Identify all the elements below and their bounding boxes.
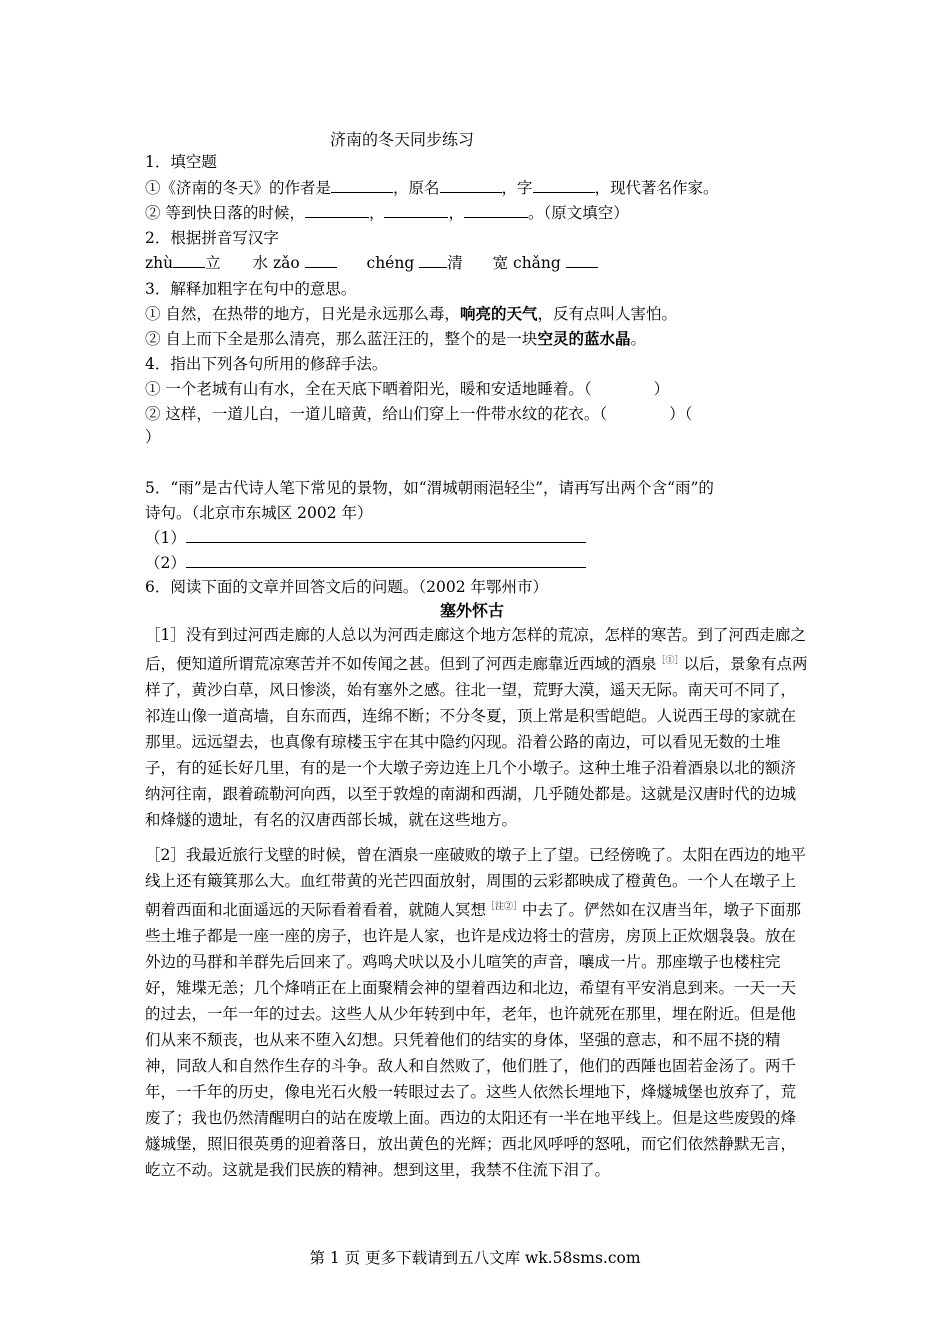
q1-line-2-text-b: ， — [368, 204, 385, 222]
q1-heading: 1．填空题 — [145, 153, 217, 171]
answer-blank[interactable] — [440, 178, 502, 193]
pinyin-4: 宽 chǎng — [492, 254, 561, 272]
footnote-marker: ［注②］ — [486, 902, 523, 912]
q1-line-1 — [145, 178, 719, 198]
page-footer: 第 1 页 更多下载请到五八文库 wk.58sms.com — [309, 1249, 641, 1267]
answer-blank[interactable] — [305, 203, 369, 218]
q1-line-1-text-c: ，字 — [501, 179, 533, 197]
answer-blank[interactable] — [566, 253, 598, 268]
q5-answer-1-label: （1） — [145, 529, 186, 547]
answer-blank[interactable] — [186, 528, 586, 543]
footnote-marker: ［①］ — [656, 656, 684, 666]
q3-line-1 — [145, 304, 677, 324]
q4-line-1: ① 一个老城有山有水，全在天底下晒着阳光，暖和安适地睡着。（ ） — [145, 380, 670, 398]
answer-blank[interactable] — [464, 203, 528, 218]
q4-line-3: ） — [145, 428, 161, 446]
q3-line-1-text-b: ，反有点叫人害怕。 — [537, 305, 677, 323]
page-title: 济南的冬天同步练习 — [330, 130, 475, 149]
essay-p2-text-b: 中去了。俨然如在汉唐当年，墩子下面那些土堆子都是一座一座的房子，也许是人家，也许是戍边将士的营房，房顶上正炊烟袅袅。放在外边的马群和羊群先后回来了。鸡鸣犬吠以及小儿喧笑的声音，嚷成一片。那座墩子也楼柱完好，雉堞无恙；几个烽哨正在上面聚精会神的望着西边和北边，希望有平安消息到来。一天一天的过去，一年一年的过去。这些人从少年转到中年，老年，也许就死在那里，埋在附近。但是他们从来不颓丧，也从来不堕入幻想。只凭着他们的结实的身体，坚强的意志，和不屈不挠的精神，同敌人和自然作生存的斗争。敌人和自然败了，他们胜了，他们的西陲也固若金汤了。两千年，一千年的历史，像电光石火般一转眼过去了。这些人依然长埋地下，烽燧城堡也放弃了，荒废了；我也仍然清醒明白的站在废墩上面。西边的太阳还有一半在地平线上。但是这些废毁的烽燧城堡，照旧很英勇的迎着落日，放出黄色的光辉；西北风呼呼的怒吼，而它们依然静默无言，屹立不动。这就是我们民族的精神。想到这里，我禁不住流下泪了。 — [145, 901, 802, 1180]
q5-answer-1 — [145, 528, 586, 548]
q3-line-1-bold: 响亮的天气 — [459, 304, 538, 323]
pinyin-3: chéng — [366, 254, 415, 272]
answer-blank[interactable] — [419, 253, 447, 268]
q5-line-2: 诗句。（北京市东城区 2002 年） — [145, 504, 373, 522]
q3-heading: 3．解释加粗字在句中的意思。 — [145, 280, 357, 298]
q1-line-2-text-c: ， — [448, 204, 464, 222]
q1-line-1-text-a: ①《济南的冬天》的作者是 — [145, 179, 332, 197]
q1-line-2-text-a: ② 等到快日落的时候， — [145, 204, 305, 222]
q5-answer-2 — [145, 553, 586, 573]
q3-line-1-text-a: ① 自然，在热带的地方，日光是永远那么毒， — [145, 305, 460, 323]
answer-blank[interactable] — [331, 178, 393, 193]
pinyin-1: zhù — [145, 254, 174, 272]
q4-heading: 4．指出下列各句所用的修辞手法。 — [145, 355, 388, 373]
q4-line-2: ② 这样，一道儿白，一道儿暗黄，给山们穿上一件带水纹的花衣。（ ）（ — [145, 405, 693, 423]
q3-line-2-bold: 空灵的蓝水晶 — [537, 329, 631, 348]
q5-line-1: 5．“雨”是古代诗人笔下常见的景物，如“渭城朝雨浥轻尘”，请再写出两个含“雨”的 — [145, 479, 714, 497]
essay-paragraph-2 — [145, 842, 810, 1183]
q1-line-1-text-d: ，现代著名作家。 — [594, 179, 719, 197]
answer-blank[interactable] — [305, 253, 337, 268]
q3-line-2-text-b: 。 — [630, 330, 646, 348]
pinyin-1-char: 立 — [205, 254, 221, 272]
q3-line-2 — [145, 329, 646, 349]
q2-heading: 2．根据拼音写汉字 — [145, 229, 279, 247]
q1-line-2-text-d: 。（原文填空） — [527, 204, 629, 222]
answer-blank[interactable] — [533, 178, 595, 193]
pinyin-3-char: 清 — [447, 254, 463, 272]
q2-line — [145, 253, 598, 273]
answer-blank[interactable] — [384, 203, 448, 218]
answer-blank[interactable] — [173, 253, 205, 268]
q5-answer-2-label: （2） — [145, 554, 186, 572]
essay-p1-text-a: ［1］没有到过河西走廊的人总以为河西走廊这个地方怎样的荒凉，怎样的寒苦。到了河西走廊之后，便知道所谓荒凉寒苦并不如传闻之甚。但到了河西走廊靠近西域的酒泉 — [145, 626, 806, 674]
q3-line-2-text-a: ② 自上而下全是那么清亮，那么蓝汪汪的，整个的是一块 — [145, 330, 538, 348]
q6-heading: 6．阅读下面的文章并回答文后的问题。（2002 年鄂州市） — [145, 578, 548, 596]
essay-p2-text-a: ［2］我最近旅行戈壁的时候，曾在酒泉一座破败的墩子上了望。已经傍晚了。太阳在西边的地平线上还有簸箕那么大。血红带黄的光芒四面放射，周围的云彩都映成了橙黄色。一个人在墩子上朝着西面和北面遥远的天际看着看着，就随人冥想 — [145, 846, 806, 920]
q1-line-2 — [145, 203, 629, 223]
answer-blank[interactable] — [186, 553, 586, 568]
essay-p1-text-b: 以后，景象有点两样了，黄沙白草，风日惨淡，始有塞外之感。往北一望，荒野大漠，遥天无际。南天可不同了，祁连山像一道高墙，自东而西，连绵不断；不分冬夏，顶上常是积雪皑皑。人说西王母的家就在那里。远远望去，也真像有琼楼玉宇在其中隐约闪现。沿着公路的南边，可以看见无数的土堆子，有的延长好几里，有的是一个大墩子旁边连上几个小墩子。这种土堆子沿着酒泉以北的额济纳河往南，跟着疏勒河向西，以至于敦煌的南湖和西湖，几乎随处都是。这就是汉唐时代的边城和烽燧的遗址，有名的汉唐西部长城，就在这些地方。 — [145, 655, 808, 830]
essay-paragraph-1 — [145, 622, 810, 833]
essay-title: 塞外怀古 — [440, 601, 505, 620]
pinyin-2: 水 zǎo — [252, 254, 300, 272]
q1-line-1-text-b: ，原名 — [393, 179, 440, 197]
